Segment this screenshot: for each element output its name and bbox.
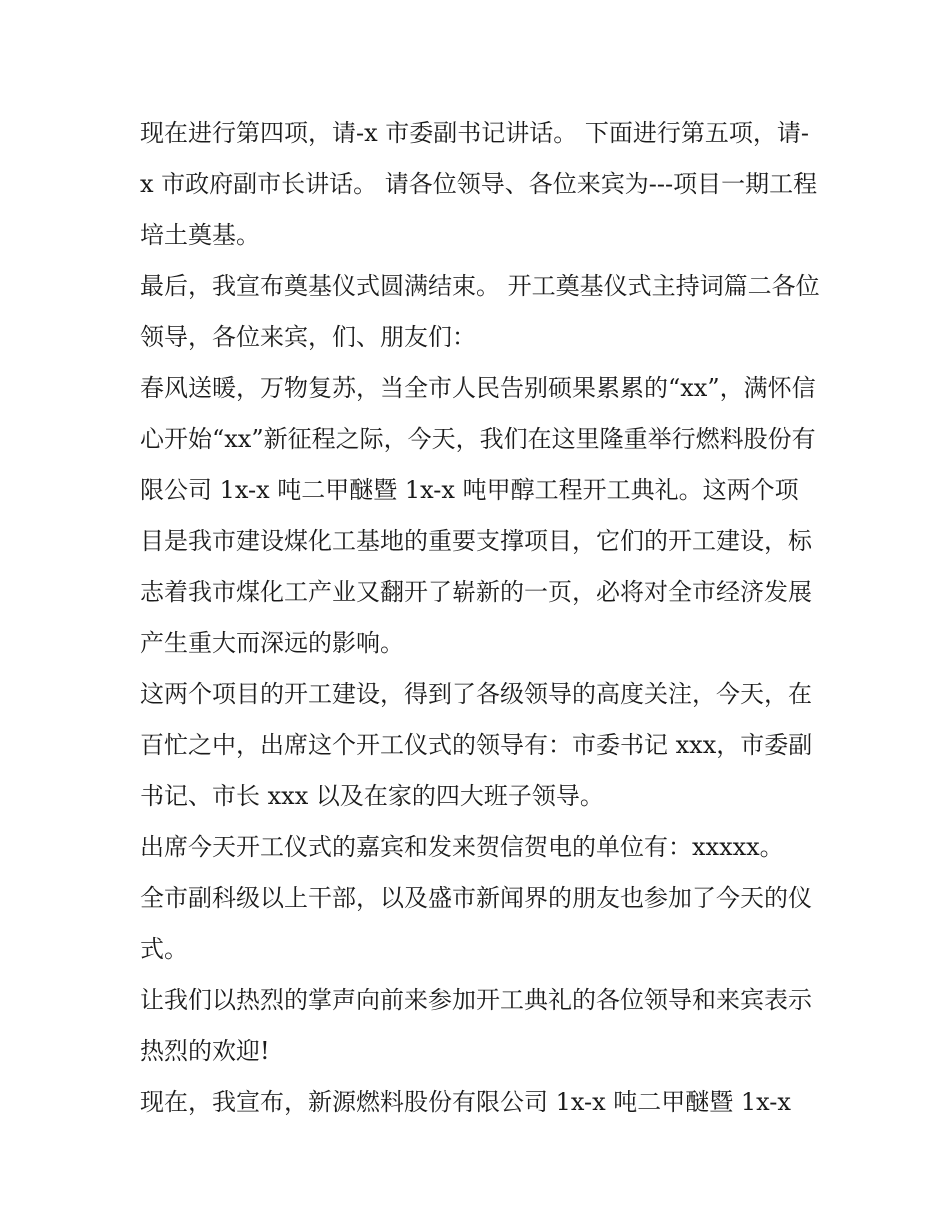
- paragraph-5: 出席今天开工仪式的嘉宾和发来贺信贺电的单位有：xxxxx。: [140, 833, 784, 861]
- paragraph-1: 现在进行第四项，请-x 市委副书记讲话。 下面进行第五项，请-x 市政府副市长讲话。 请各位领导、各位来宾为---项目一期工程培土奠基。: [140, 119, 818, 249]
- paragraph-6: 全市副科级以上干部，以及盛市新闻界的朋友也参加了今天的仪式。: [140, 884, 812, 963]
- document-body: [140, 108, 820, 1128]
- paragraph-2: 最后，我宣布奠基仪式圆满结束。 开工奠基仪式主持词篇二各位领导，各位来宾，们、朋友们：: [140, 272, 820, 351]
- paragraph-8: 现在，我宣布，新源燃料股份有限公司 1x-x 吨二甲醚暨 1x-x: [140, 1088, 791, 1116]
- paragraph-7: 让我们以热烈的掌声向前来参加开工典礼的各位领导和来宾表示热烈的欢迎!: [140, 986, 812, 1065]
- paragraph-4: 这两个项目的开工建设，得到了各级领导的高度关注，今天，在百忙之中，出席这个开工仪式的领导有：市委书记 xxx，市委副书记、市长 xxx 以及在家的四大班子领导。: [140, 680, 813, 810]
- paragraph-3: 春风送暖，万物复苏，当全市人民告别硕果累累的“xx”，满怀信心开始“xx”新征程之际，今天，我们在这里隆重举行燃料股份有限公司 1x-x 吨二甲醚暨 1x-x 吨甲醇工程开工典礼。这两个项目是我市建设煤化工基地的重要支撑项目，它们的开工建设，标志着我市煤化工产业又翻开了崭新的一页，必将对全市经济发展产生重大而深远的影响。: [140, 374, 816, 657]
